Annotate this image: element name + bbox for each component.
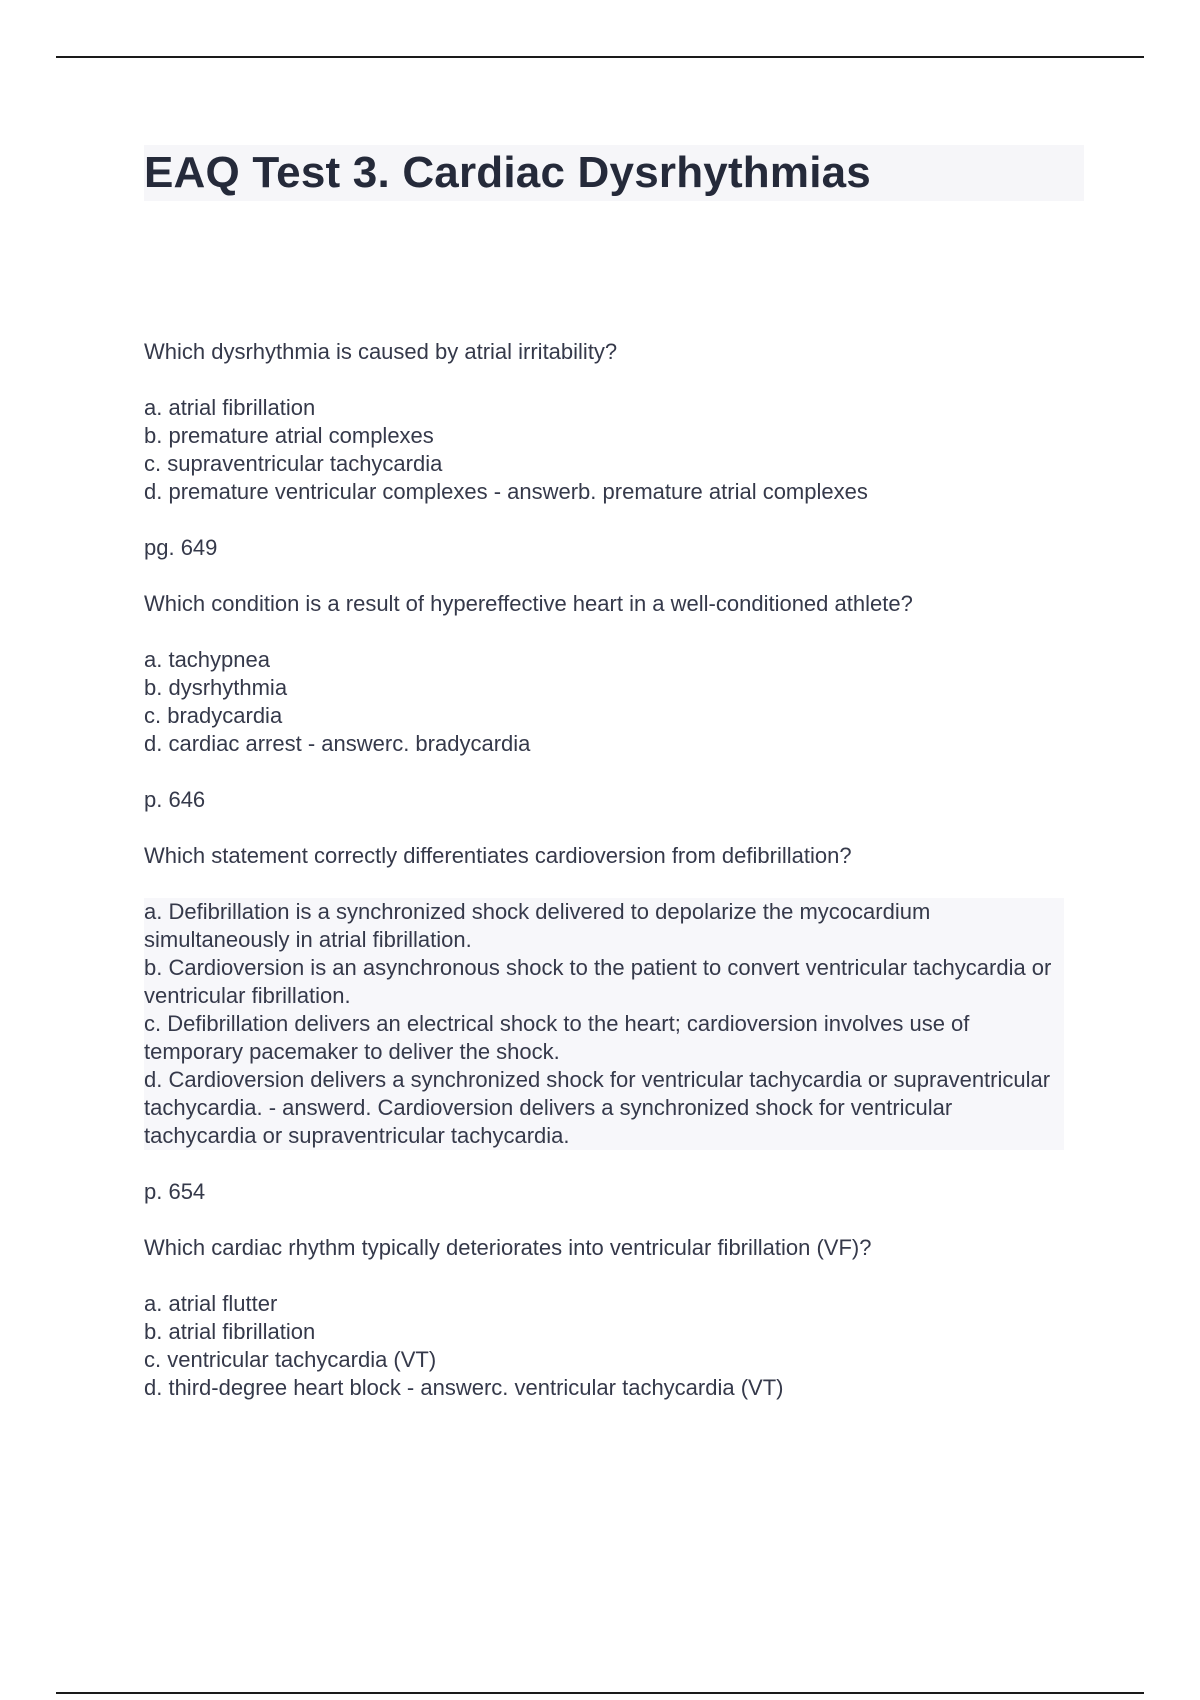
- question-4: Which cardiac rhythm typically deteriorates into ventricular fibrillation (VF)?: [144, 1235, 872, 1260]
- option-4c: c. ventricular tachycardia (VT): [144, 1347, 437, 1372]
- top-divider: [56, 56, 1144, 58]
- option-3b: b. Cardioversion is an asynchronous shock to the patient to convert ventricular tachycardia or ventricular fibrillation.: [144, 955, 1052, 1008]
- option-4d-answer: d. third-degree heart block - answerc. ventricular tachycardia (VT): [144, 1375, 784, 1400]
- option-4a: a. atrial flutter: [144, 1291, 278, 1316]
- options-1: [144, 394, 1064, 506]
- page-ref-2: p. 646: [144, 787, 206, 812]
- option-2a: a. tachypnea: [144, 647, 270, 672]
- option-1b: b. premature atrial complexes: [144, 423, 434, 448]
- option-1d-answer: d. premature ventricular complexes - answerb. premature atrial complexes: [144, 479, 868, 504]
- page-ref-3: p. 654: [144, 1179, 206, 1204]
- bottom-divider: [56, 1692, 1144, 1694]
- page-title: EAQ Test 3. Cardiac Dysrhythmias: [144, 148, 871, 197]
- page-ref-1: pg. 649: [144, 535, 218, 560]
- option-3d-answer: d. Cardioversion delivers a synchronized shock for ventricular tachycardia or supraventricular tachycardia. - answerd. Cardioversion delivers a synchronized shock for ventricular tachycardia or supraventricular tachycardia.: [144, 1067, 1051, 1148]
- options-4: [144, 1290, 1064, 1402]
- title-banner: [144, 145, 1084, 201]
- options-3: [144, 898, 1064, 1150]
- option-2b: b. dysrhythmia: [144, 675, 288, 700]
- options-2: [144, 646, 1064, 758]
- option-3a: a. Defibrillation is a synchronized shock delivered to depolarize the mycocardium simultaneously in atrial fibrillation.: [144, 899, 931, 952]
- option-1a: a. atrial fibrillation: [144, 395, 316, 420]
- option-3c: c. Defibrillation delivers an electrical shock to the heart; cardioversion involves use of temporary pacemaker to deliver the shock.: [144, 1011, 970, 1064]
- question-1: Which dysrhythmia is caused by atrial irritability?: [144, 339, 618, 364]
- option-1c: c. supraventricular tachycardia: [144, 451, 443, 476]
- question-2: Which condition is a result of hypereffective heart in a well-conditioned athlete?: [144, 591, 913, 616]
- document-body: [144, 338, 1064, 1430]
- option-4b: b. atrial fibrillation: [144, 1319, 316, 1344]
- option-2d-answer: d. cardiac arrest - answerc. bradycardia: [144, 731, 531, 756]
- question-3: Which statement correctly differentiates cardioversion from defibrillation?: [144, 843, 852, 868]
- option-2c: c. bradycardia: [144, 703, 283, 728]
